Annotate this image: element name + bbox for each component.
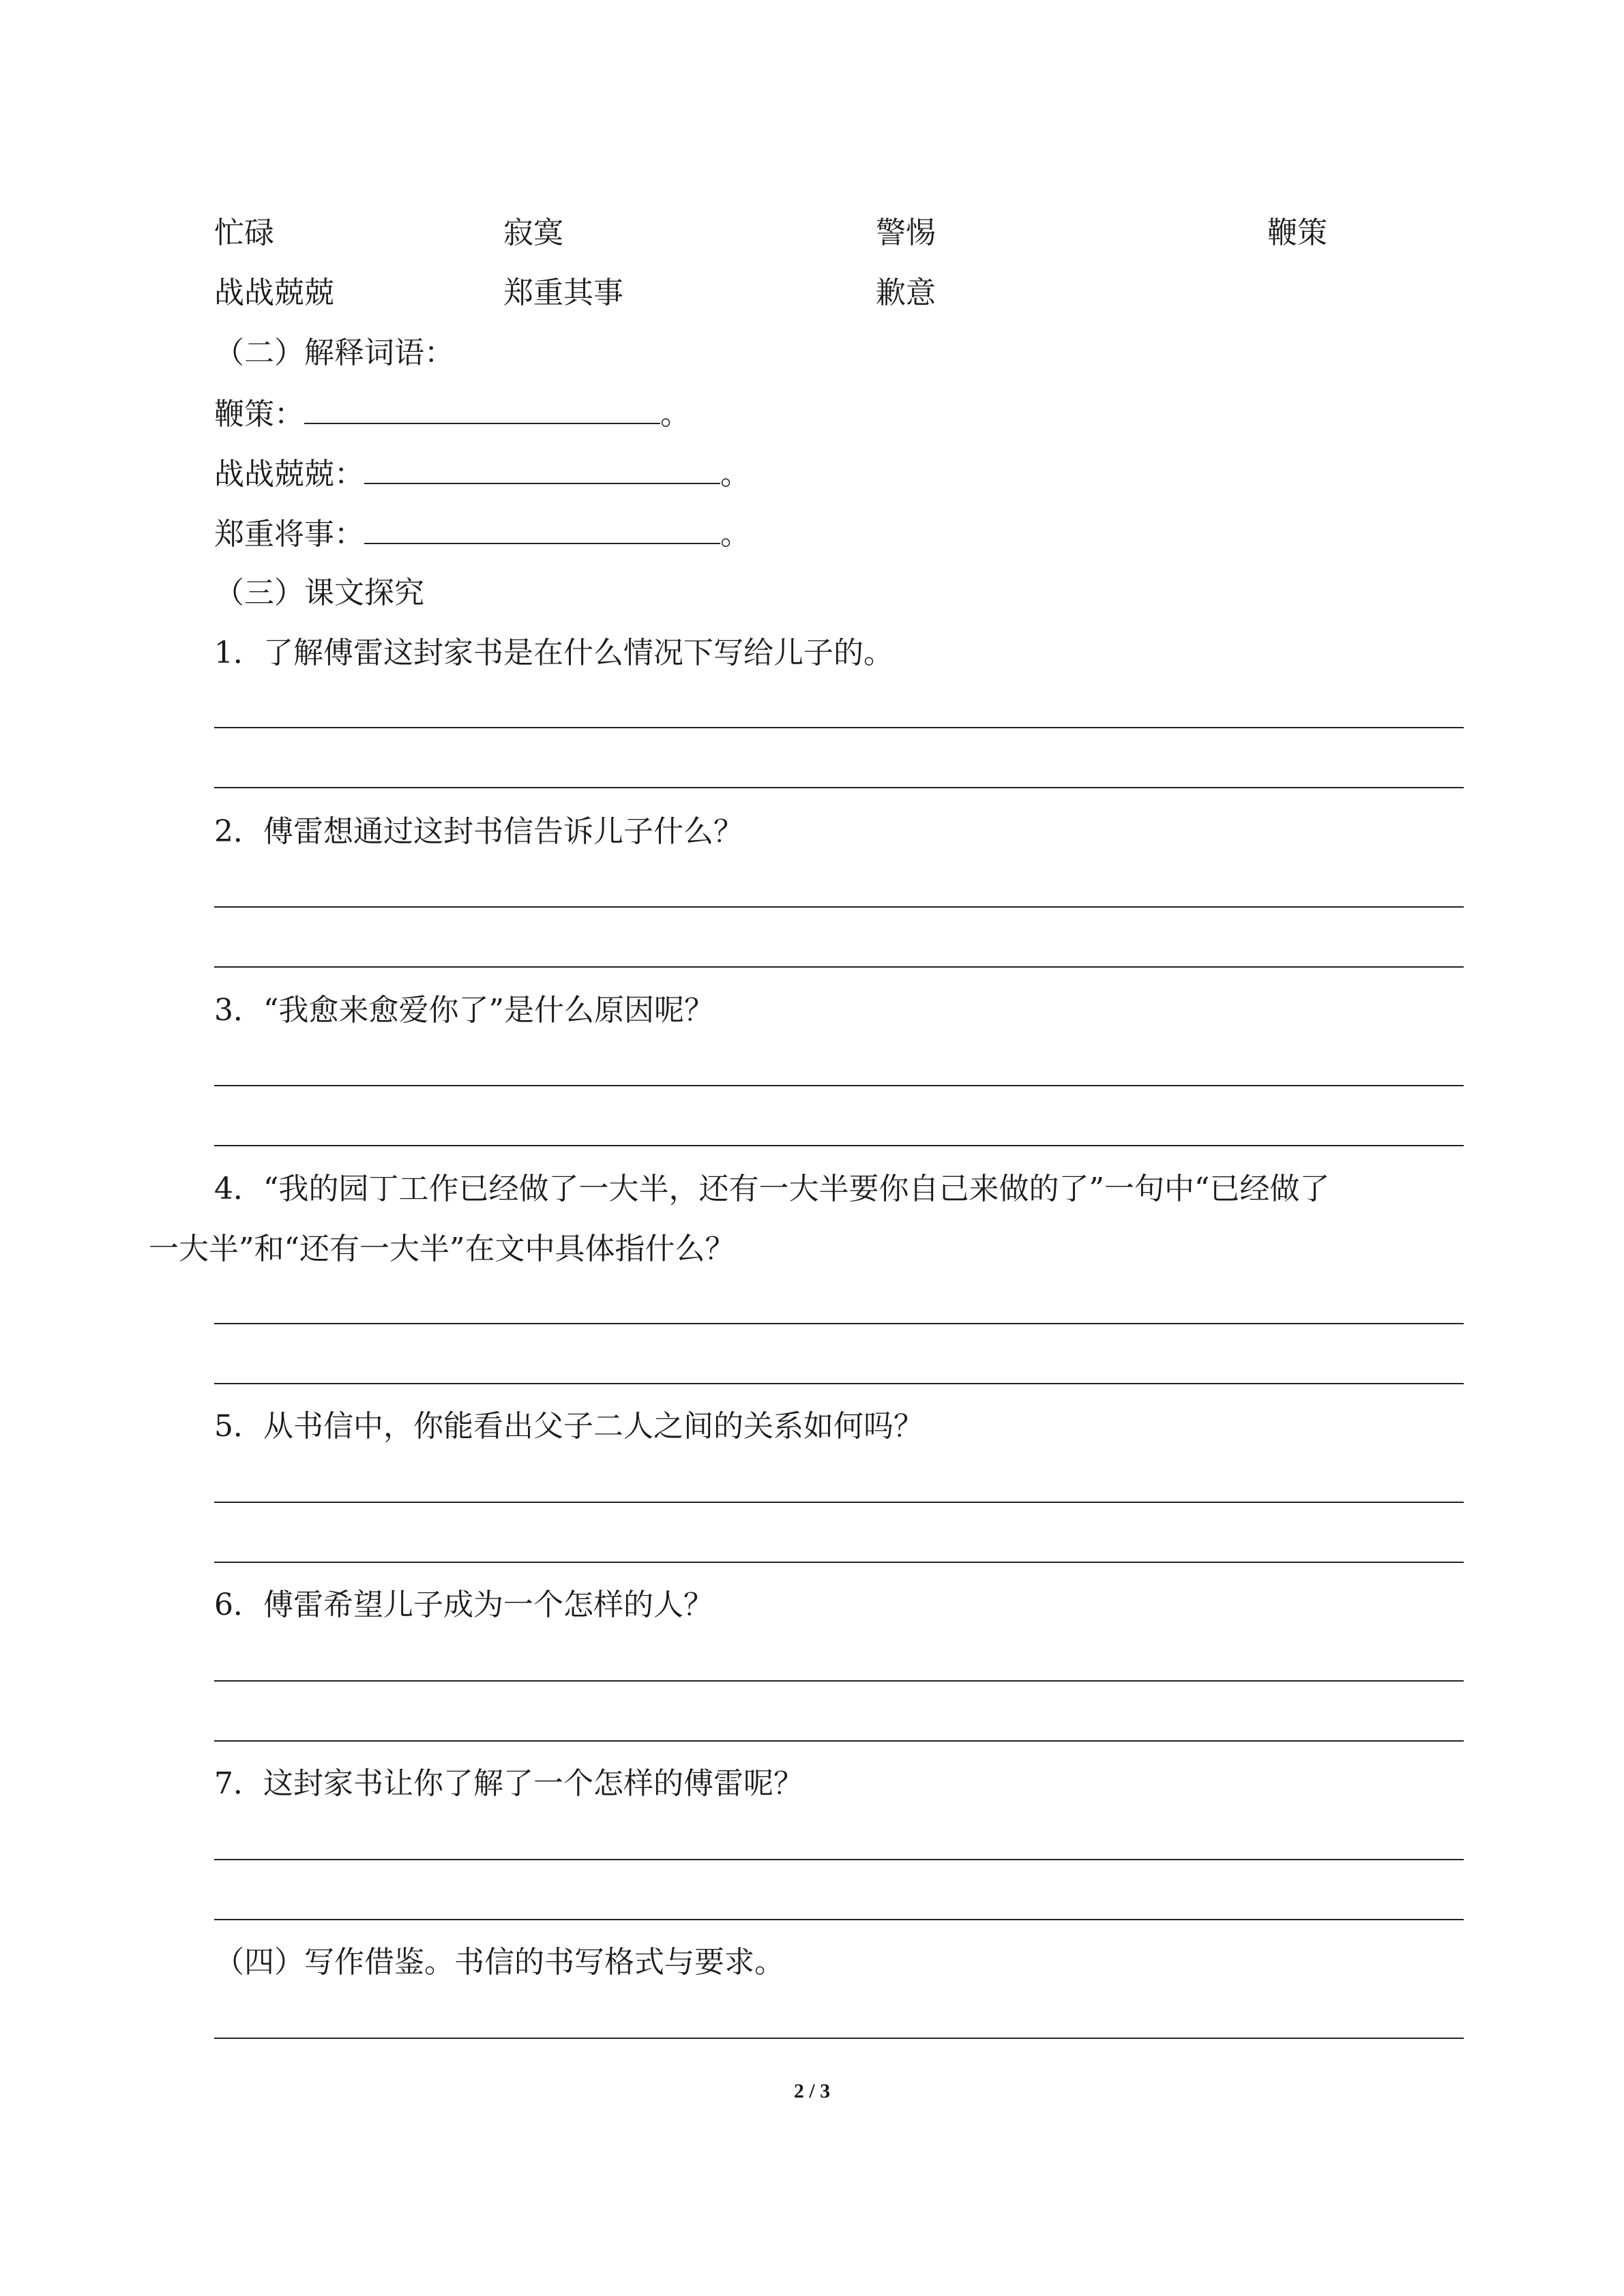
answer-line[interactable] xyxy=(214,1502,1464,1503)
section-heading: （二）解释词语： xyxy=(214,336,454,370)
answer-line[interactable] xyxy=(214,1145,1464,1146)
definition-item xyxy=(214,456,750,492)
vocab-word: 寂寞 xyxy=(503,215,563,250)
page-number: 2 / 3 xyxy=(793,2080,831,2102)
definition-item xyxy=(214,516,750,552)
definition-item xyxy=(214,396,690,432)
vocab-word: 警惕 xyxy=(876,215,936,250)
answer-line[interactable] xyxy=(214,1680,1464,1682)
answer-line[interactable] xyxy=(214,1740,1464,1742)
answer-blank[interactable] xyxy=(304,396,660,424)
answer-line[interactable] xyxy=(214,2038,1464,2039)
answer-line[interactable] xyxy=(214,727,1464,728)
question: 2．傅雷想通过这封书信告诉儿子什么？ xyxy=(214,814,743,849)
question: 7．这封家书让你了解了一个怎样的傅雷呢？ xyxy=(214,1766,803,1801)
definition-term: 战战兢兢： xyxy=(214,457,364,492)
question: 1．了解傅雷这封家书是在什么情况下写给儿子的。 xyxy=(214,636,894,670)
answer-line[interactable] xyxy=(214,1919,1464,1920)
vocab-word: 战战兢兢 xyxy=(214,275,334,310)
question: 3．“我愈来愈爱你了”是什么原因呢？ xyxy=(214,993,714,1028)
question: 6．傅雷希望儿子成为一个怎样的人？ xyxy=(214,1587,713,1622)
vocab-word: 忙碌 xyxy=(214,215,274,250)
answer-line[interactable] xyxy=(214,966,1464,968)
definition-term: 鞭策： xyxy=(214,397,304,432)
question: 5．从书信中，你能看出父子二人之间的关系如何吗？ xyxy=(214,1409,924,1444)
answer-line[interactable] xyxy=(214,906,1464,908)
definition-term: 郑重将事： xyxy=(214,517,364,552)
answer-line[interactable] xyxy=(214,1562,1464,1563)
answer-line[interactable] xyxy=(214,1323,1464,1324)
section-heading: （三）课文探究 xyxy=(214,576,424,610)
vocab-word: 歉意 xyxy=(876,275,936,310)
definition-end: 。 xyxy=(720,517,750,552)
definition-end: 。 xyxy=(660,397,690,432)
answer-blank[interactable] xyxy=(364,456,720,484)
question-continued: 一大半”和“还有一大半”在文中具体指什么？ xyxy=(149,1232,735,1266)
answer-line[interactable] xyxy=(214,1383,1464,1384)
question: 4．“我的园丁工作已经做了一大半，还有一大半要你自己来做的了”一句中“已经做了 xyxy=(214,1172,1330,1206)
definition-end: 。 xyxy=(720,457,750,492)
vocab-word: 郑重其事 xyxy=(503,275,623,310)
answer-line[interactable] xyxy=(214,1859,1464,1860)
answer-line[interactable] xyxy=(214,787,1464,788)
vocab-word: 鞭策 xyxy=(1267,215,1327,250)
answer-line[interactable] xyxy=(214,1085,1464,1086)
answer-blank[interactable] xyxy=(364,516,720,544)
section-heading: （四）写作借鉴。书信的书写格式与要求。 xyxy=(214,1945,784,1980)
